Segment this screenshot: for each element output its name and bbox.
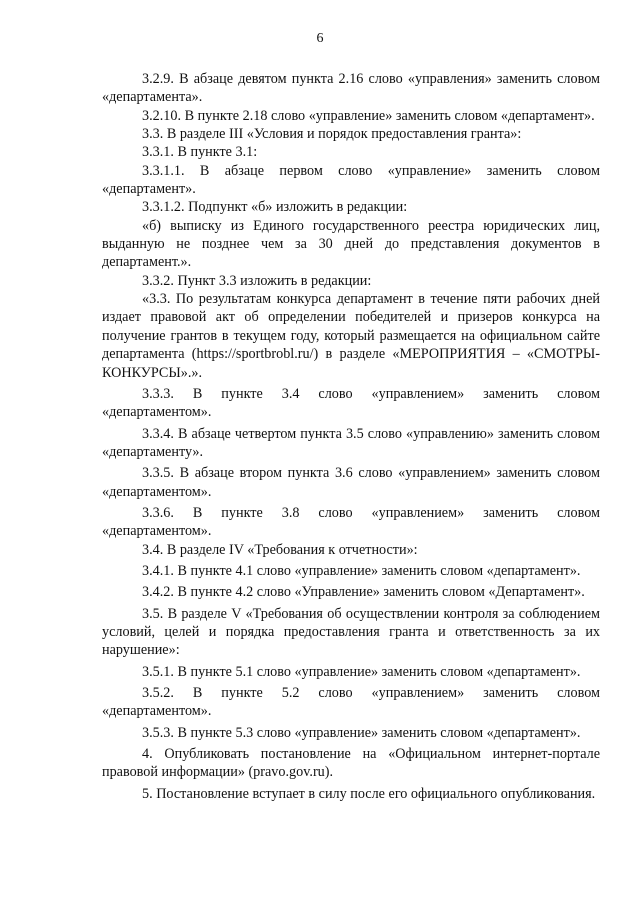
paragraph-3-3-3: 3.3.3. В пункте 3.4 слово «управлением» заменить словом «департаментом».: [102, 385, 600, 421]
paragraph-3-3-1: 3.3.1. В пункте 3.1:: [142, 144, 258, 161]
paragraph-3-3-6: 3.3.6. В пункте 3.8 слово «управлением» заменить словом «департаментом».: [102, 504, 600, 540]
paragraph-3-3-1-2: 3.3.1.2. Подпункт «б» изложить в редакции:: [142, 199, 408, 216]
paragraph-3-3-4: 3.3.4. В абзаце четвертом пункта 3.5 слово «управлению» заменить словом «департаменту».: [102, 425, 600, 460]
paragraph-3-2-10: 3.2.10. В пункте 2.18 слово «управление» заменить словом «департамент».: [142, 107, 595, 124]
paragraph-4: 4. Опубликовать постановление на «Официальном интернет-портале правовой информации» (pravo.gov.ru).: [102, 746, 600, 781]
paragraph-3-3-1-1: 3.3.1.1. В абзаце первом слово «управление» заменить словом «департамент».: [102, 162, 600, 198]
paragraph-3-2-9: 3.2.9. В абзаце девятом пункта 2.16 слово «управления» заменить словом «департамента».: [102, 71, 600, 106]
paragraph-3-3-5: 3.3.5. В абзаце втором пункта 3.6 слово «управлением» заменить словом «департаментом».: [102, 465, 600, 500]
quoted-subpoint-b: «б) выписку из Единого государственного реестра юридических лиц, выданную не позднее чем за 30 дней до представления документов в департамент.».: [102, 217, 600, 271]
paragraph-5: 5. Постановление вступает в силу после его официального опубликования.: [142, 785, 596, 802]
paragraph-3-4: 3.4. В разделе IV «Требования к отчетности»:: [142, 541, 418, 558]
paragraph-3-4-2: 3.4.2. В пункте 4.2 слово «Управление» заменить словом «Департамент».: [142, 584, 585, 601]
page-number: 6: [316, 31, 324, 46]
paragraph-3-5-1: 3.5.1. В пункте 5.1 слово «управление» заменить словом «департамент».: [142, 663, 581, 680]
paragraph-3-3-2: 3.3.2. Пункт 3.3 изложить в редакции:: [142, 272, 372, 289]
paragraph-3-5-2: 3.5.2. В пункте 5.2 слово «управлением» заменить словом «департаментом».: [102, 685, 600, 720]
paragraph-3-4-1: 3.4.1. В пункте 4.1 слово «управление» заменить словом «департамент».: [142, 562, 581, 579]
paragraph-3-5: 3.5. В разделе V «Требования об осуществлении контроля за соблюдением условий, целей и порядка предоставления гранта и ответственность за их нарушение»:: [102, 605, 600, 659]
paragraph-3-5-3: 3.5.3. В пункте 5.3 слово «управление» заменить словом «департамент».: [142, 724, 581, 741]
document-body: [102, 70, 600, 803]
paragraph-3-3: 3.3. В разделе III «Условия и порядок предоставления гранта»:: [142, 126, 522, 143]
quoted-point-3-3: «3.3. По результатам конкурса департамент в течение пяти рабочих дней издает правовой акт об определении победителей и призеров конкурса на получение грантов в текущем году, который размещается на официальном сайте департамента (https://sportbrobl.ru/) в разделе «МЕРОПРИЯТИЯ – «СМОТРЫ-КОНКУРСЫ».».: [102, 291, 600, 381]
